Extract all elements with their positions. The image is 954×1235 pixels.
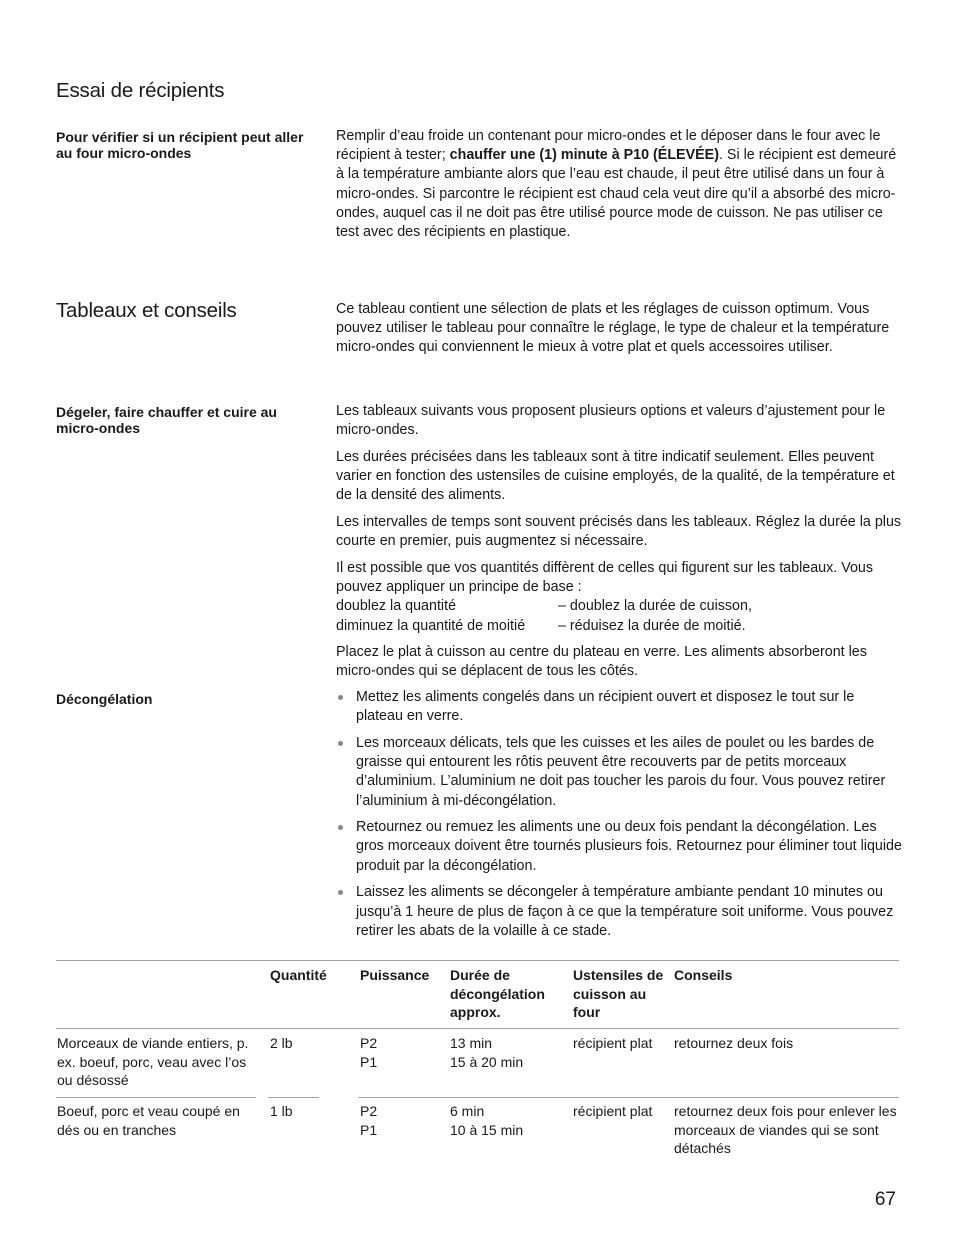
header-ustensiles: Ustensiles de cuisson au four [573, 967, 664, 1020]
header-puissance: Puissance [360, 967, 430, 983]
table-cell-duration [450, 1034, 523, 1071]
paragraph-tableaux-intro [336, 300, 902, 365]
degeler-p4: Il est possible que vos quantités diffèrent de celles qui figurent sur les tableaux. Vous pouvez appliquer un principe de base : [336, 559, 873, 596]
degeler-p1: Les tableaux suivants vous proposent plusieurs options et valeurs d’ajustement pour le micro-ondes. [336, 403, 886, 439]
subheading-verification: Pour vérifier si un récipient peut aller au four micro-ondes [56, 129, 304, 161]
header-quantite: Quantité [270, 967, 327, 983]
header-conseils: Conseils [674, 967, 733, 983]
rule2-right: – réduisez la durée de moitié. [558, 617, 746, 634]
bullet-item: Mettez les aliments congelés dans un récipient ouvert et disposez le tout sur le plateau en verre. [336, 688, 902, 726]
table-cell-food: Boeuf, porc et veau coupé en dés ou en tranches [57, 1103, 240, 1138]
row-rule-qty [268, 1097, 319, 1098]
rule-row-1 [336, 597, 902, 616]
essai-bold-instruction: chauffer une (1) minute à P10 (ÉLEVÉE) [449, 147, 719, 164]
table-cell-utensil: récipient plat [573, 1035, 653, 1051]
power-value: P1 [360, 1053, 378, 1070]
essai-text-1: Remplir d’eau froide un contenant pour micro-ondes et le déposer dans le four avec le récipient à tester; [336, 128, 881, 164]
tableaux-intro-text: Ce tableau contient une sélection de plats et les réglages de cuisson optimum. Vous pouvez utiliser le tableau pour connaître le réglage, le type de chaleur et la température micro-ondes qui conviennent le mieux à votre plat et quels accessoires utiliser. [336, 301, 890, 356]
table-cell-utensil: récipient plat [573, 1103, 653, 1119]
essai-text-2: . Si le récipient est demeuré à la température ambiante alors que l’eau est chaude, il peut être utilisé dans un four à micro-ondes. Si parcontre le récipient est chaud cela veut dire qu’il a absorbé des micro-ondes, auquel cas il ne doit pas être utilisé pource mode de cuisson. Ne pas utiliser ce test avec des récipients en plastique. [336, 147, 897, 241]
section-title-essai: Essai de récipients [56, 79, 225, 102]
duration-value: 13 min [450, 1035, 493, 1051]
table-cell-qty: 2 lb [270, 1035, 293, 1051]
decongelation-bullet-list [336, 688, 902, 941]
degeler-body [336, 402, 902, 689]
bullet-item: Retournez ou remuez les aliments une ou deux fois pendant la décongélation. Les gros morceaux doivent être tournés plusieurs fois. Retournez pour éliminer tout liquide produit par la décongélation. [336, 818, 902, 876]
subheading-degeler: Dégeler, faire chauffer et cuire au micro-ondes [56, 404, 277, 436]
table-cell-food: Morceaux de viande entiers, p. ex. boeuf, porc, veau avec l’os ou désossé [57, 1035, 249, 1088]
degeler-p5: Placez le plat à cuisson au centre du plateau en verre. Les aliments absorberont les micro-ondes qui se déplacent de tous les côtés. [336, 644, 867, 680]
table-top-rule [56, 960, 899, 961]
duration-value: 10 à 15 min [450, 1121, 524, 1138]
degeler-p2: Les durées précisées dans les tableaux sont à titre indicatif seulement. Elles peuvent varier en fonction des ustensiles de cuisine employés, de la qualité, de la température et de la densité des aliments. [336, 448, 895, 504]
bullet-item: Laissez les aliments se décongeler à température ambiante pendant 10 minutes ou jusqu’à 1 heure de plus de façon à ce que la température soit uniforme. Vous pouvez retirer les abats de la volaille à ce stade. [336, 883, 902, 941]
rule2-left: diminuez la quantité de moitié [336, 617, 526, 634]
power-value: P1 [360, 1121, 378, 1138]
row-rule-food [56, 1097, 256, 1098]
table-cell-tip: retournez deux fois [674, 1035, 794, 1051]
table-cell-qty: 1 lb [270, 1103, 293, 1119]
duration-value: 6 min [450, 1103, 485, 1119]
power-value: P2 [360, 1035, 378, 1051]
table-cell-power [360, 1102, 377, 1139]
header-duree: Durée de décongélation approx. [450, 967, 545, 1020]
section-title-tableaux: Tableaux et conseils [56, 299, 237, 322]
decongelation-body [336, 688, 902, 948]
rule-row-2 [336, 617, 902, 636]
row-rule-rest [358, 1097, 899, 1098]
page-number: 67 [874, 1189, 896, 1210]
table-cell-duration [450, 1102, 523, 1139]
duration-value: 15 à 20 min [450, 1053, 524, 1070]
rule1-right: – doublez la durée de cuisson, [558, 598, 752, 615]
power-value: P2 [360, 1103, 378, 1119]
bullet-item: Les morceaux délicats, tels que les cuisses et les ailes de poulet ou les bardes de graisse qui entourent les rôtis peuvent être recouverts par de petits morceaux d’aluminium. L’aluminium ne doit pas toucher les parois du four. Vous pouvez retirer l’aluminium à mi-décongélation. [336, 734, 902, 811]
paragraph-essai [336, 127, 902, 250]
table-cell-power [360, 1034, 377, 1071]
table-cell-tip: retournez deux fois pour enlever les morceaux de viandes qui se sont détachés [674, 1103, 897, 1156]
table-header-rule [56, 1028, 899, 1029]
degeler-p3: Les intervalles de temps sont souvent précisés dans les tableaux. Réglez la durée la plus courte en premier, puis augmentez si nécessaire. [336, 514, 902, 550]
rule1-left: doublez la quantité [336, 598, 457, 615]
subheading-decongelation: Décongélation [56, 691, 153, 707]
